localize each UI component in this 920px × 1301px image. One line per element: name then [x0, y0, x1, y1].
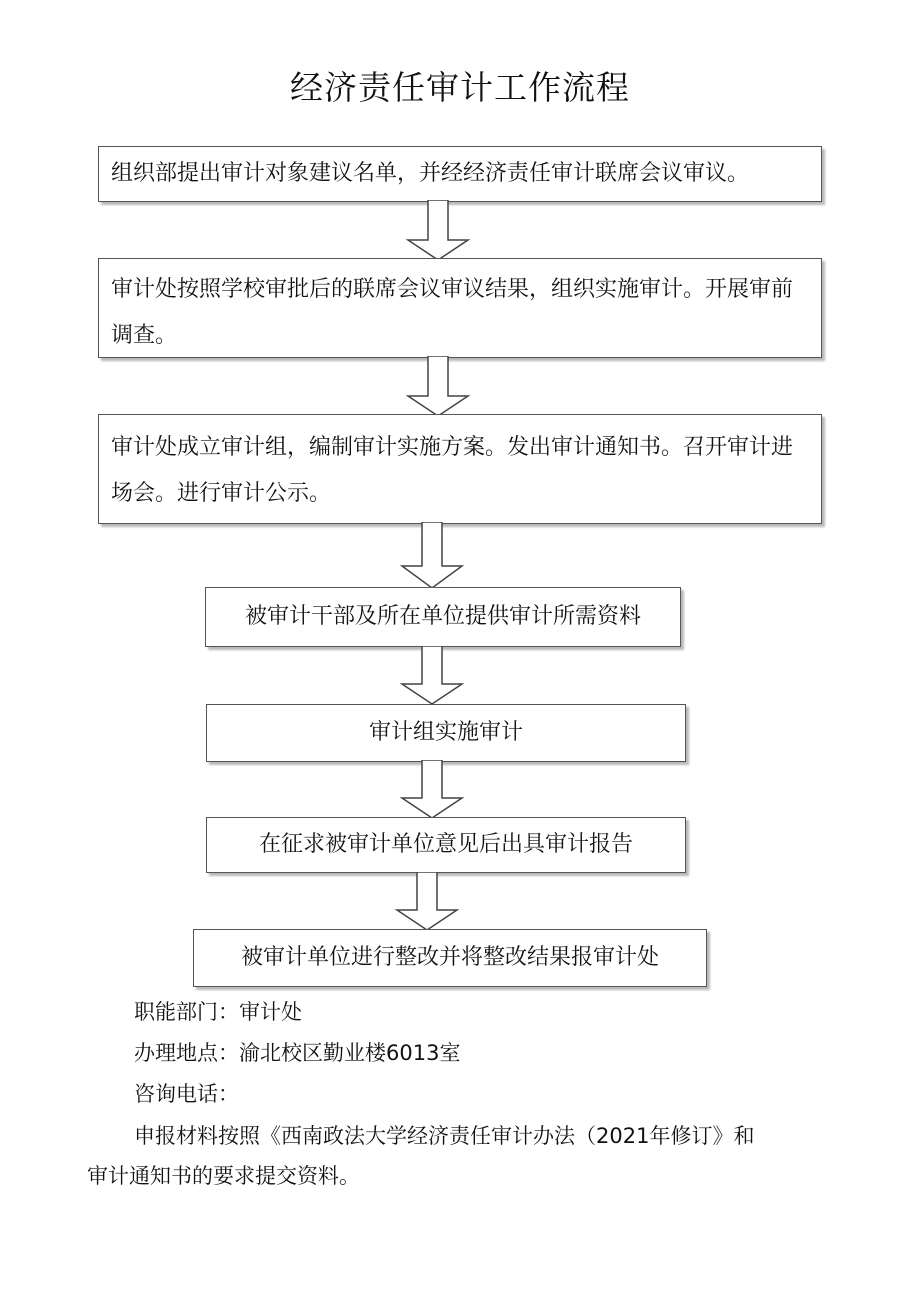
- step-5-box: [206, 704, 686, 762]
- step-2-text: 审计处按照学校审批后的联席会议审议结果，组织实施审计。开展审前调查。: [111, 277, 794, 348]
- step-2-box: [98, 258, 822, 358]
- step-5-text: 审计组实施审计: [368, 720, 523, 745]
- step-6-box: [206, 817, 686, 873]
- phone-line: 咨询电话：: [134, 1082, 239, 1106]
- step-4-text: 被审计干部及所在单位提供审计所需资料: [244, 604, 641, 629]
- step-6-text: 在征求被审计单位意见后出具审计报告: [258, 832, 633, 857]
- step-4-box: [205, 587, 681, 647]
- arrow-1: [404, 200, 472, 262]
- arrow-4: [398, 646, 466, 706]
- step-1-box: [98, 146, 822, 202]
- arrow-5: [398, 760, 466, 820]
- arrow-2: [404, 356, 472, 418]
- location-line: 办理地点：渝北校区勤业楼6013室: [134, 1041, 461, 1065]
- step-7-text: 被审计单位进行整改并将整改结果报审计处: [240, 945, 659, 970]
- materials-line-1: 申报材料按照《西南政法大学经济责任审计办法（2021年修订》和: [134, 1124, 755, 1148]
- step-7-box: [193, 929, 707, 987]
- step-3-box: [98, 414, 822, 524]
- arrow-6: [393, 872, 461, 932]
- step-1-text: 组织部提出审计对象建议名单，并经经济责任审计联席会议审议。: [111, 161, 750, 186]
- step-3-text: 审计处成立审计组，编制审计实施方案。发出审计通知书。召开审计进场会。进行审计公示。: [111, 435, 794, 506]
- page-title: 经济责任审计工作流程: [290, 68, 630, 107]
- materials-line-2: 审计通知书的要求提交资料。: [87, 1164, 360, 1188]
- arrow-3: [398, 522, 466, 590]
- department-line: 职能部门：审计处: [134, 1000, 302, 1024]
